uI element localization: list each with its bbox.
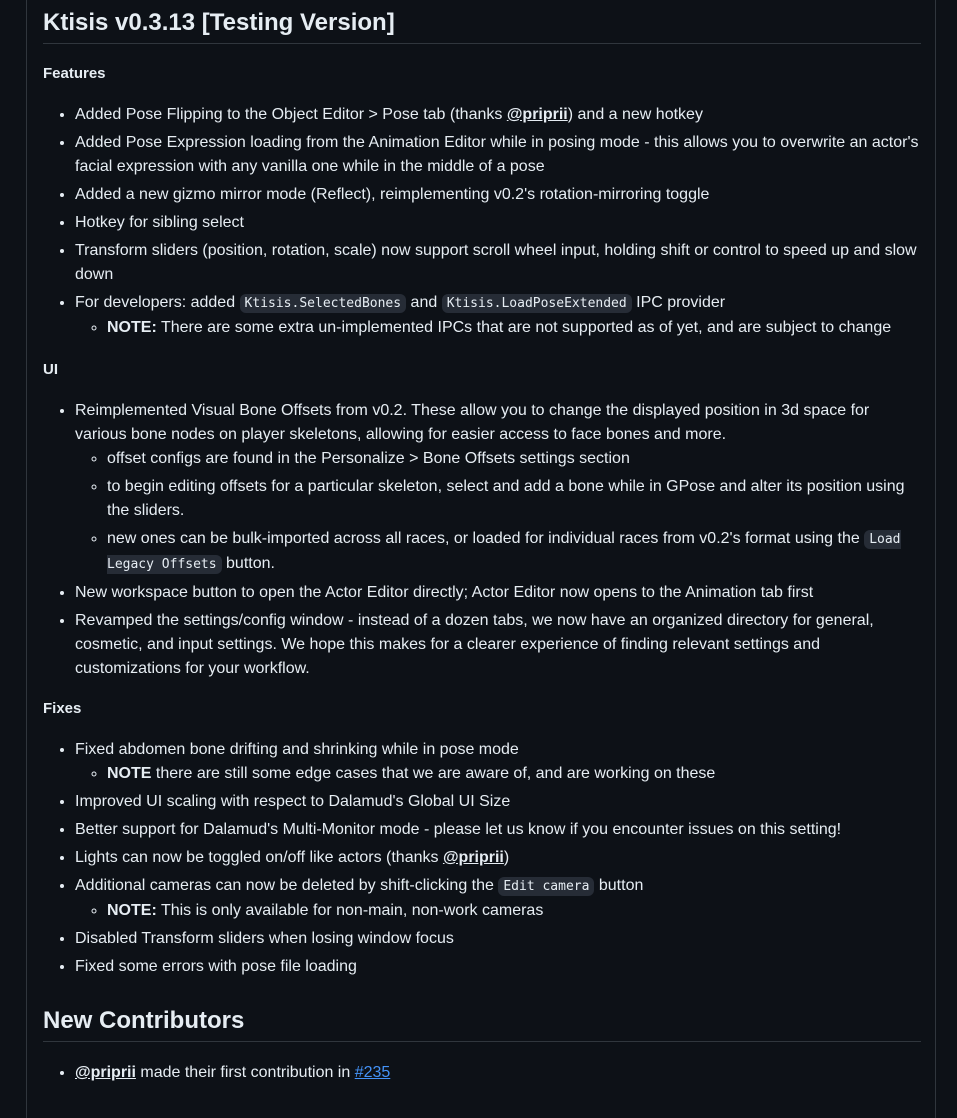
user-mention-link[interactable]: @priprii — [442, 849, 504, 866]
inline-code: Edit camera — [498, 877, 594, 896]
list-item: • Additional cameras can now be deleted by shift-clicking the Edit camera button ◦ NOTE: This is only available for non-main, non-work cameras — [75, 874, 921, 923]
ui-heading: UI — [43, 361, 58, 378]
list-item: • Disabled Transform sliders when losing window focus — [75, 927, 921, 951]
sub-list — [75, 447, 921, 577]
sub-list-item: ◦ offset configs are found in the Personalize > Bone Offsets settings section — [107, 447, 921, 471]
list-item: • Improved UI scaling with respect to Dalamud's Global UI Size — [75, 790, 921, 814]
sub-list — [75, 899, 921, 923]
ui-section — [43, 360, 921, 380]
list-item: • Fixed some errors with pose file loading — [75, 955, 921, 979]
contributors-list-wrap — [43, 1061, 921, 1085]
sub-list-item: ◦ to begin editing offsets for a particular skeleton, select and add a bone while in GPose and alter its position using the sliders. — [107, 475, 921, 523]
sub-list-item: ◦ new ones can be bulk-imported across all races, or loaded for individual races from v0.2's format using the Load Legacy Offsets button. — [107, 527, 921, 577]
fixes-list — [43, 738, 921, 979]
inline-code: Load Legacy Offsets — [107, 532, 901, 572]
features-heading: Features — [43, 65, 106, 82]
sub-list-item: ◦ NOTE: This is only available for non-main, non-work cameras — [107, 899, 921, 923]
fixes-section — [43, 699, 921, 719]
release-title: Ktisis v0.3.13 [Testing Version] — [43, 0, 921, 44]
sub-list — [75, 316, 921, 340]
fixes-heading: Fixes — [43, 700, 82, 717]
sub-list-item: ◦ NOTE: There are some extra un-implemented IPCs that are not supported as of yet, and are subject to change — [107, 316, 921, 340]
sub-list — [75, 762, 921, 786]
ui-list — [43, 399, 921, 681]
user-mention-link[interactable]: @priprii — [75, 1064, 136, 1081]
list-item: • Fixed abdomen bone drifting and shrinking while in pose mode ◦ NOTE there are still some edge cases that we are aware of, and are working on these — [75, 738, 921, 786]
fixes-list-wrap — [43, 738, 921, 979]
list-item: • Reimplemented Visual Bone Offsets from v0.2. These allow you to change the displayed position in 3d space for various bone nodes on player skeletons, allowing for easier access to face bones and more. ◦ offset configs are found in the Personalize > Bone Offsets settings section ◦ to begin editing offsets for a particular skeleton, select and add a bone while in GPose and alter its position using the sliders. ◦ new ones can be bulk-imported across all races, or loaded for individual races from v0.2's format using the Load Legacy Offsets button. — [75, 399, 921, 577]
features-list-wrap — [43, 103, 921, 340]
release-header — [43, 0, 921, 44]
inline-code: Ktisis.LoadPoseExtended — [442, 294, 632, 313]
contributors-heading: New Contributors — [43, 1006, 921, 1042]
list-item: • Better support for Dalamud's Multi-Monitor mode - please let us know if you encounter issues on this setting! — [75, 818, 921, 842]
list-item: • Hotkey for sibling select — [75, 211, 921, 235]
sub-list-item: ◦ NOTE there are still some edge cases that we are aware of, and are working on these — [107, 762, 921, 786]
list-item: • Added Pose Expression loading from the Animation Editor while in posing mode - this allows you to overwrite an actor's facial expression with any vanilla one while in the middle of a pose — [75, 131, 921, 179]
contributors-header — [43, 1006, 921, 1042]
user-mention-link[interactable]: @priprii — [506, 106, 568, 123]
inline-code: Ktisis.SelectedBones — [240, 294, 407, 313]
features-list — [43, 103, 921, 340]
list-item: • Lights can now be toggled on/off like actors (thanks @priprii) — [75, 846, 921, 870]
list-item: • Revamped the settings/config window - instead of a dozen tabs, we now have an organized directory for general, cosmetic, and input settings. We hope this makes for a clearer experience of finding relevant settings and customizations for your workflow. — [75, 609, 921, 681]
ui-list-wrap — [43, 399, 921, 681]
list-item: • Added Pose Flipping to the Object Editor > Pose tab (thanks @priprii) and a new hotkey — [75, 103, 921, 127]
list-item: • Added a new gizmo mirror mode (Reflect), reimplementing v0.2's rotation-mirroring toggle — [75, 183, 921, 207]
pull-request-link[interactable]: #235 — [354, 1064, 391, 1081]
list-item: • New workspace button to open the Actor Editor directly; Actor Editor now opens to the Animation tab first — [75, 581, 921, 605]
features-section — [43, 64, 921, 84]
list-item: • For developers: added Ktisis.SelectedBones and Ktisis.LoadPoseExtended IPC provider ◦ NOTE: There are some extra un-implemented IPCs that are not supported as of yet, and are subject to change — [75, 291, 921, 340]
list-item: • @priprii made their first contribution in #235 — [75, 1061, 921, 1085]
list-item: • Transform sliders (position, rotation, scale) now support scroll wheel input, holding shift or control to speed up and slow down — [75, 239, 921, 287]
contributors-list — [43, 1061, 921, 1085]
